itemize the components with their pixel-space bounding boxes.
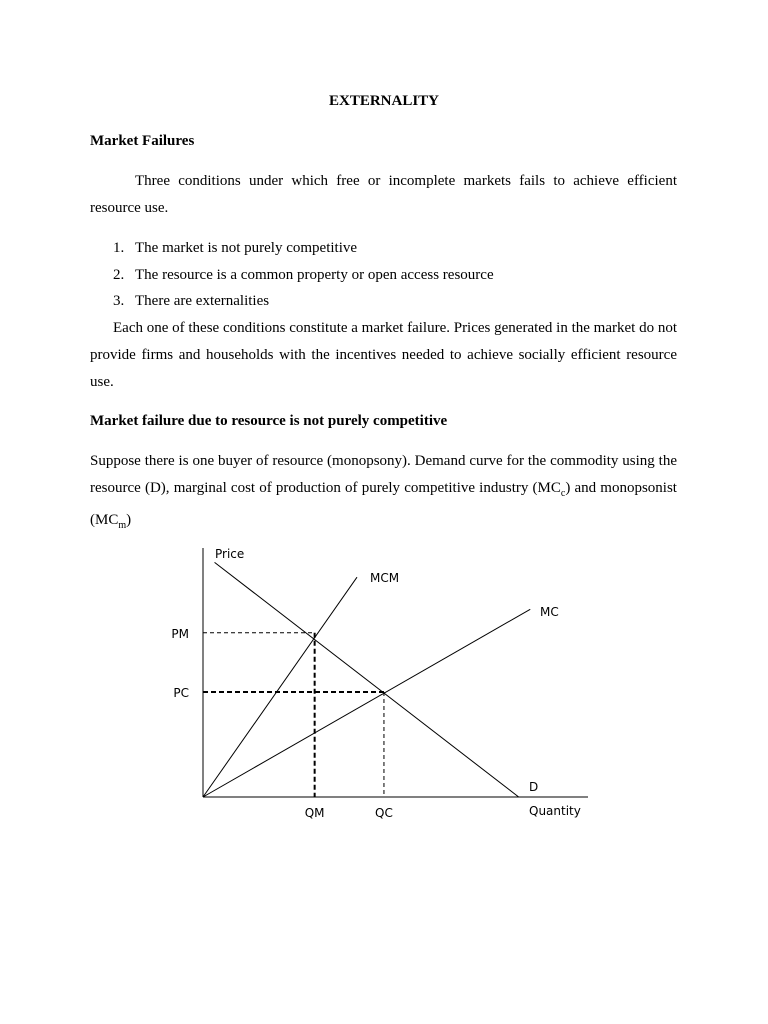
section-heading-market-failures: Market Failures	[90, 133, 195, 149]
intro-paragraph: Three conditions under which free or incomplete markets fails to achieve efficient resource use.	[90, 173, 677, 216]
d-curve-label: D	[529, 780, 539, 794]
list-item-number: 3.	[113, 293, 125, 309]
document-title: EXTERNALITY	[328, 93, 440, 109]
series-line-mcm	[203, 577, 357, 797]
mc-curve-label: MC	[540, 605, 559, 619]
monopsony-text-end: )	[126, 512, 132, 528]
list-item-text: There are externalities	[135, 293, 270, 309]
subscript-m: m	[118, 520, 127, 531]
qm-quantity-label: QM	[304, 806, 325, 820]
list-item-text: The market is not purely competitive	[135, 240, 358, 256]
pc-price-label: PC	[173, 686, 189, 700]
list-item-number: 1.	[113, 240, 125, 256]
series-line-mc	[203, 609, 530, 797]
list-item-number: 2.	[113, 266, 125, 283]
section-heading-not-competitive: Market failure due to resource is not purely competitive	[90, 413, 448, 429]
list-item-text: The resource is a common property or open access resource	[135, 266, 494, 283]
qc-quantity-label: QC	[375, 806, 393, 820]
series-line-d	[215, 562, 519, 797]
x-axis-label: Quantity	[529, 804, 581, 818]
market-failure-paragraph: Each one of these conditions constitute a market failure. Prices generated in the market do not provide firms and households with the incentives needed to achieve socially efficient resource use.	[90, 320, 677, 390]
subscript-c: c	[560, 488, 566, 499]
pm-price-label: PM	[171, 627, 189, 641]
monopsony-text-mid: ) and monopsonist (MC	[90, 480, 677, 528]
mcm-curve-label: MCM	[370, 571, 400, 585]
monopsony-text-main: Suppose there is one buyer of resource (monopsony). Demand curve for the commodity using the resource (D), marginal cost of production of purely competitive industry (MC	[90, 453, 677, 496]
y-axis-label: Price	[215, 547, 245, 561]
